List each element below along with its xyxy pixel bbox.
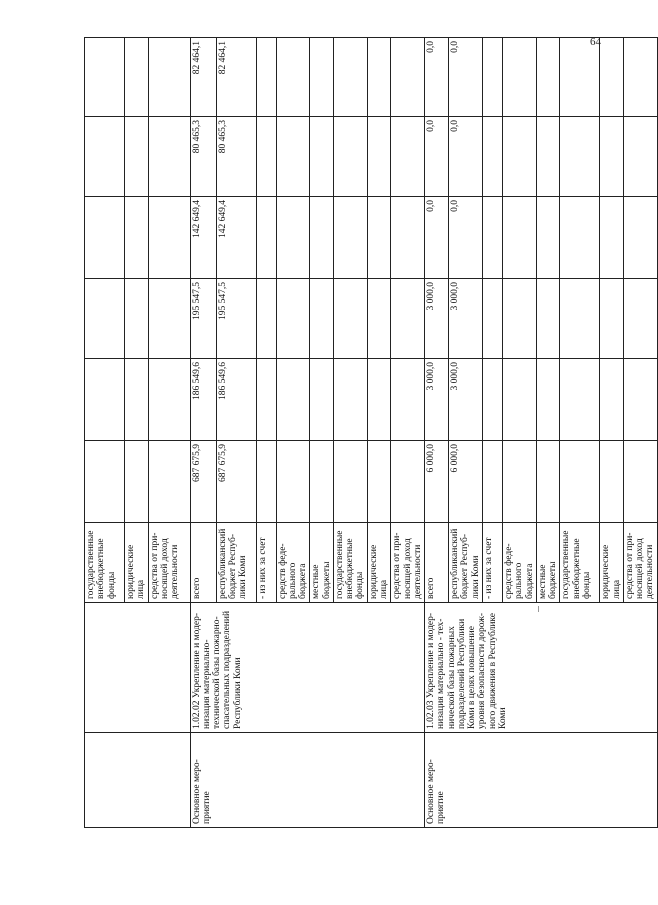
value-cell (483, 117, 503, 197)
funding-source-cell: республиканский бюджет Респуб-лики Коми (449, 523, 483, 603)
value-cell (148, 441, 190, 523)
value-cell (536, 38, 560, 117)
funding-source-cell: юридические лица (367, 523, 391, 603)
value-cell: 687 675,9 (216, 441, 256, 523)
value-cell: 195 547,5 (216, 279, 256, 359)
funding-source-cell: средства от при-носящей доход деятельности (623, 523, 657, 603)
value-cell (600, 359, 624, 441)
funding-source-cell: юридические лица (600, 523, 624, 603)
value-cell (85, 359, 125, 441)
funding-source-cell: средства от при-носящей доход деятельности (148, 523, 190, 603)
value-cell (623, 117, 657, 197)
value-cell (148, 117, 190, 197)
value-cell (125, 197, 149, 279)
value-cell: 6 000,0 (425, 441, 449, 523)
value-cell (148, 197, 190, 279)
value-cell (256, 359, 276, 441)
value-cell: 3 000,0 (425, 279, 449, 359)
value-cell (560, 441, 600, 523)
value-cell (310, 38, 334, 117)
value-cell (125, 441, 149, 523)
measure-type-cell: Основное меро-приятие (190, 733, 425, 828)
value-cell: 0,0 (425, 38, 449, 117)
table-row (190, 38, 216, 828)
table-row (85, 38, 125, 828)
value-cell (600, 197, 624, 279)
type-cell (85, 733, 191, 828)
value-cell: 687 675,9 (190, 441, 216, 523)
value-cell (256, 441, 276, 523)
value-cell (256, 279, 276, 359)
value-cell (483, 197, 503, 279)
value-cell (256, 197, 276, 279)
budget-table (84, 37, 658, 828)
value-cell (391, 441, 425, 523)
value-cell (310, 117, 334, 197)
page-number: 64 (590, 36, 601, 48)
value-cell (148, 38, 190, 117)
value-cell (536, 197, 560, 279)
value-cell: 82 464,1 (216, 38, 256, 117)
funding-source-cell: государственные внебюджетные фонды (85, 523, 125, 603)
value-cell (367, 359, 391, 441)
value-cell (536, 117, 560, 197)
value-cell (276, 441, 310, 523)
value-cell (623, 441, 657, 523)
value-cell (483, 38, 503, 117)
funding-source-cell: юридические лица (125, 523, 149, 603)
value-cell (276, 279, 310, 359)
value-cell: 186 549,6 (216, 359, 256, 441)
value-cell (560, 279, 600, 359)
value-cell: 0,0 (449, 117, 483, 197)
value-cell (600, 441, 624, 523)
funding-source-cell: средств феде-рального бюджета (503, 523, 537, 603)
value-cell (600, 117, 624, 197)
value-cell (310, 359, 334, 441)
value-cell (333, 279, 367, 359)
value-cell (536, 279, 560, 359)
value-cell: 195 547,5 (190, 279, 216, 359)
funding-source-cell: республиканский бюджет Респуб-лики Коми (216, 523, 256, 603)
value-cell (333, 197, 367, 279)
measure-name-cell: 1.02.02 Укрепление и модер-низация материально-технической базы пожарно-спасательных подразделений Республики Коми (190, 603, 425, 733)
value-cell (276, 359, 310, 441)
table-row (425, 38, 449, 828)
value-cell (560, 197, 600, 279)
value-cell (310, 197, 334, 279)
value-cell (333, 359, 367, 441)
value-cell (85, 117, 125, 197)
value-cell (125, 38, 149, 117)
funding-source-cell: местные бюджеты (310, 523, 334, 603)
value-cell (503, 38, 537, 117)
funding-source-cell: местные бюджеты (536, 523, 560, 603)
value-cell (367, 38, 391, 117)
measure-name-cell: 1.02.03 Укрепление и модер-низация материально - тех-нической базы пожарных подразделений Республики Коми в целях повышение уровня безопасности дорож-ного движения в Республике Коми (425, 603, 658, 733)
value-cell (503, 117, 537, 197)
value-cell (623, 197, 657, 279)
value-cell: 3 000,0 (425, 359, 449, 441)
value-cell: 142 649,4 (190, 197, 216, 279)
value-cell (333, 441, 367, 523)
value-cell: 0,0 (449, 197, 483, 279)
value-cell (276, 38, 310, 117)
value-cell (391, 359, 425, 441)
value-cell: 82 464,1 (190, 38, 216, 117)
value-cell (600, 279, 624, 359)
value-cell (310, 441, 334, 523)
value-cell (276, 197, 310, 279)
value-cell (148, 279, 190, 359)
value-cell: 186 549,6 (190, 359, 216, 441)
funding-source-cell: - из них за счет (483, 523, 503, 603)
value-cell (483, 441, 503, 523)
value-cell (256, 117, 276, 197)
value-cell (85, 279, 125, 359)
funding-source-cell: государственные внебюджетные фонды (560, 523, 600, 603)
value-cell (85, 197, 125, 279)
value-cell: 0,0 (425, 197, 449, 279)
value-cell (125, 359, 149, 441)
funding-source-cell: всего (425, 523, 449, 603)
value-cell: 80 465,3 (216, 117, 256, 197)
value-cell (560, 359, 600, 441)
value-cell (391, 279, 425, 359)
value-cell (85, 441, 125, 523)
value-cell (623, 279, 657, 359)
value-cell (256, 38, 276, 117)
value-cell (276, 117, 310, 197)
name-cell (85, 603, 191, 733)
funding-source-cell: - из них за счет (256, 523, 276, 603)
value-cell (391, 38, 425, 117)
value-cell (503, 441, 537, 523)
funding-source-cell: средства от при-носящей доход деятельности (391, 523, 425, 603)
value-cell (85, 38, 125, 117)
value-cell (483, 359, 503, 441)
value-cell: 0,0 (425, 117, 449, 197)
value-cell: 6 000,0 (449, 441, 483, 523)
value-cell (148, 359, 190, 441)
value-cell (391, 117, 425, 197)
value-cell (503, 279, 537, 359)
value-cell: 80 465,3 (190, 117, 216, 197)
value-cell (310, 279, 334, 359)
value-cell (623, 359, 657, 441)
table-body (85, 38, 658, 828)
value-cell (391, 197, 425, 279)
value-cell (483, 279, 503, 359)
funding-source-cell: всего (190, 523, 216, 603)
value-cell (125, 117, 149, 197)
value-cell (560, 117, 600, 197)
value-cell (536, 441, 560, 523)
value-cell (333, 117, 367, 197)
value-cell: 142 649,4 (216, 197, 256, 279)
funding-source-cell: государственные внебюджетные фонды (333, 523, 367, 603)
value-cell (367, 441, 391, 523)
funding-source-cell: средств феде-рального бюджета (276, 523, 310, 603)
value-cell (503, 359, 537, 441)
value-cell (367, 117, 391, 197)
value-cell (623, 38, 657, 117)
value-cell (367, 197, 391, 279)
value-cell (503, 197, 537, 279)
value-cell: 3 000,0 (449, 359, 483, 441)
value-cell: 0,0 (449, 38, 483, 117)
value-cell (125, 279, 149, 359)
value-cell (333, 38, 367, 117)
value-cell (600, 38, 624, 117)
value-cell (367, 279, 391, 359)
measure-type-cell: Основное меро-приятие (425, 733, 658, 828)
value-cell (536, 359, 560, 441)
value-cell (560, 38, 600, 117)
value-cell: 3 000,0 (449, 279, 483, 359)
